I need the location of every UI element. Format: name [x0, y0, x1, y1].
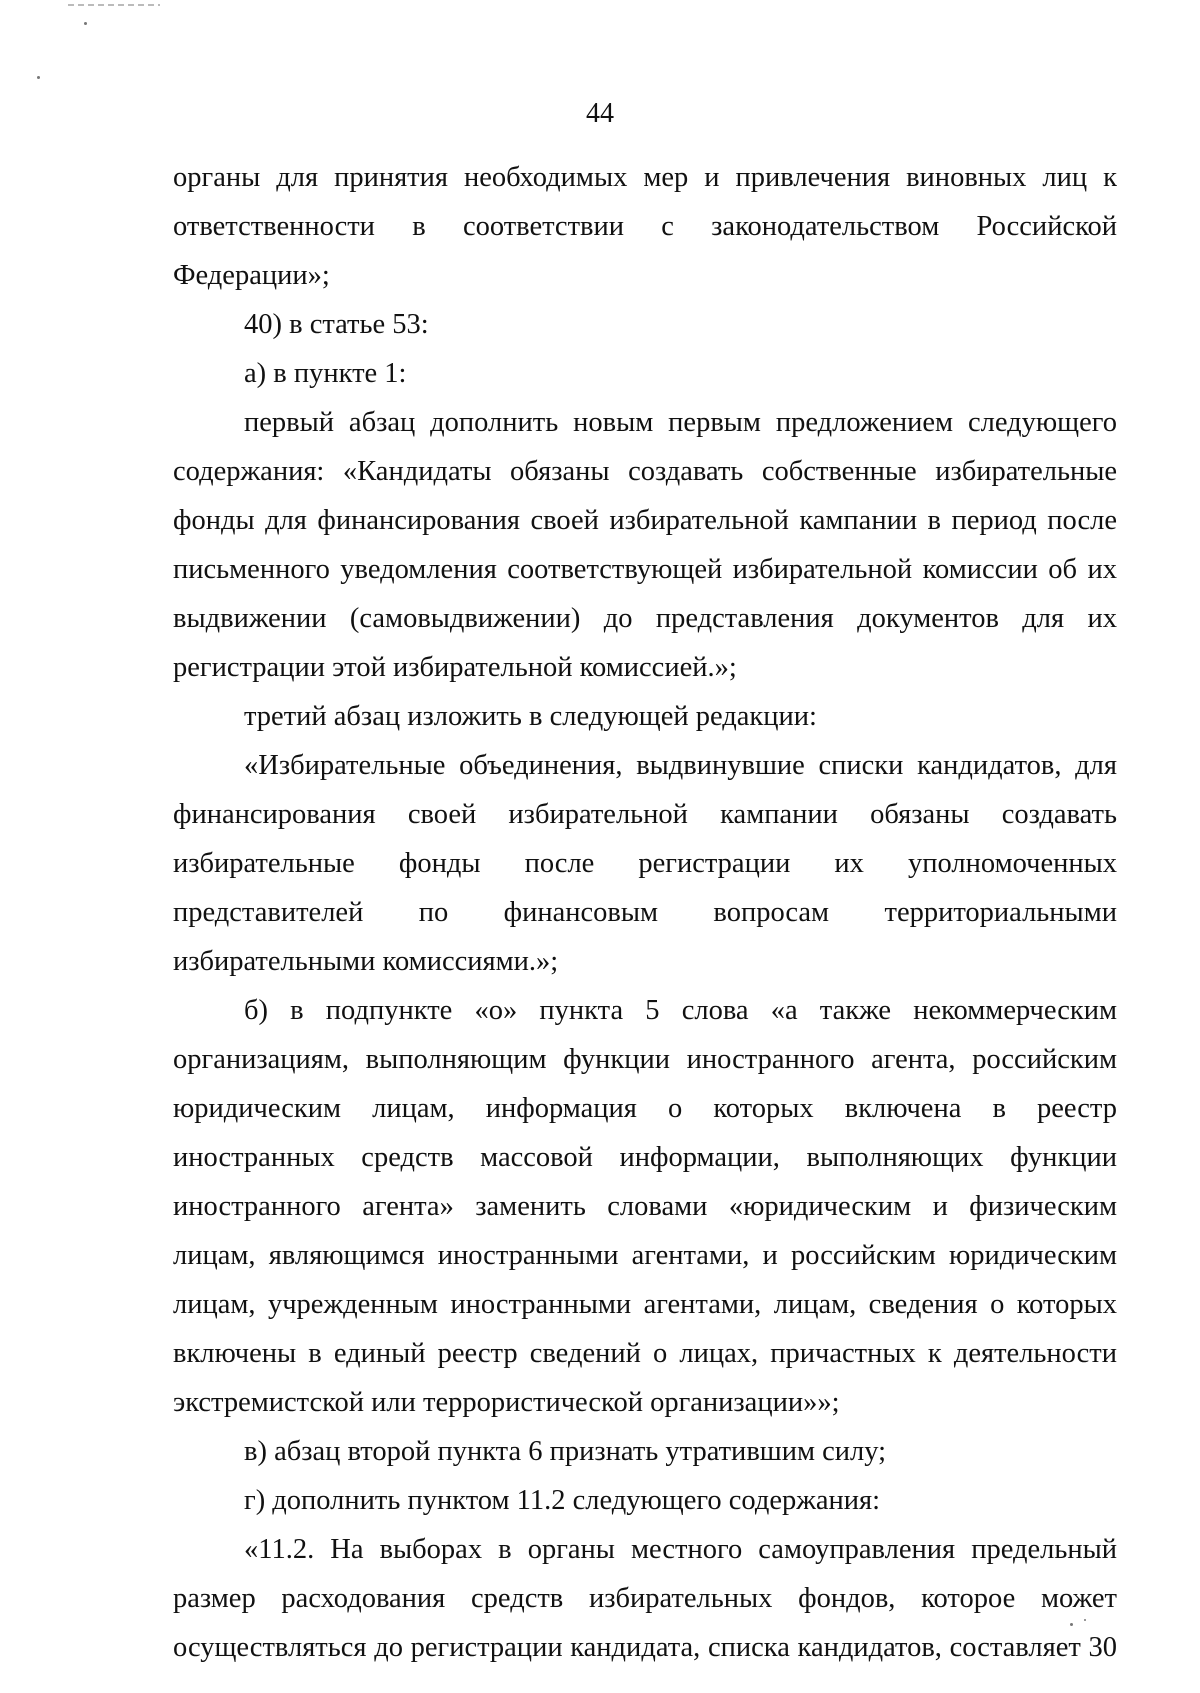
paragraph-item-g: г) дополнить пунктом 11.2 следующего содержания: [244, 1485, 881, 1516]
paragraph-item-a: а) в пункте 1: [244, 358, 407, 389]
document-body [173, 153, 1117, 1672]
page-number: 44 [586, 98, 614, 129]
paragraph-item-b: б) в подпункте «о» пункта 5 слова «а также некоммерческим организациям, выполняющим функции иностранного агента, российским юридическим лицам, информация о которых включена в реестр иностранных средств массовой информации, выполняющих функции иностранного агента» заменить словами «юридическим и физическим лицам, являющимся иностранными агентами, и российским юридическим лицам, учрежденным иностранными агентами, лицам, сведения о которых включены в единый реестр сведений о лицах, причастных к деятельности экстремистской или террористической организации»»; [173, 995, 1117, 1418]
scan-speck [37, 76, 40, 79]
paragraph-third-abzac: третий абзац изложить в следующей редакции: [244, 701, 817, 732]
paragraph-continuation: органы для принятия необходимых мер и привлечения виновных лиц к ответственности в соответствии с законодательством Российской Федерации»; [173, 162, 1117, 291]
scan-speck [84, 22, 87, 25]
paragraph-article-53: 40) в статье 53: [244, 309, 429, 340]
paragraph-first-abzac: первый абзац дополнить новым первым предложением следующего содержания: «Кандидаты обязаны создавать собственные избирательные фонды для финансирования своей избирательной кампании в период после письменного уведомления соответствующей избирательной комиссии об их выдвижении (самовыдвижении) до представления документов для их регистрации этой избирательной комиссией.»; [173, 407, 1117, 683]
paragraph-item-v: в) абзац второй пункта 6 признать утратившим силу; [244, 1436, 887, 1467]
paragraph-quote-associations: «Избирательные объединения, выдвинувшие списки кандидатов, для финансирования своей избирательной кампании обязаны создавать избирательные фонды после регистрации их уполномоченных представителей по финансовым вопросам территориальными избирательными комиссиями.»; [173, 750, 1117, 977]
paragraph-item-11-2: «11.2. На выборах в органы местного самоуправления предельный размер расходования средств избирательных фондов, которое может осуществляться до регистрации кандидата, списка кандидатов, составляет 30 [173, 1534, 1117, 1663]
scan-artifact [68, 4, 160, 6]
